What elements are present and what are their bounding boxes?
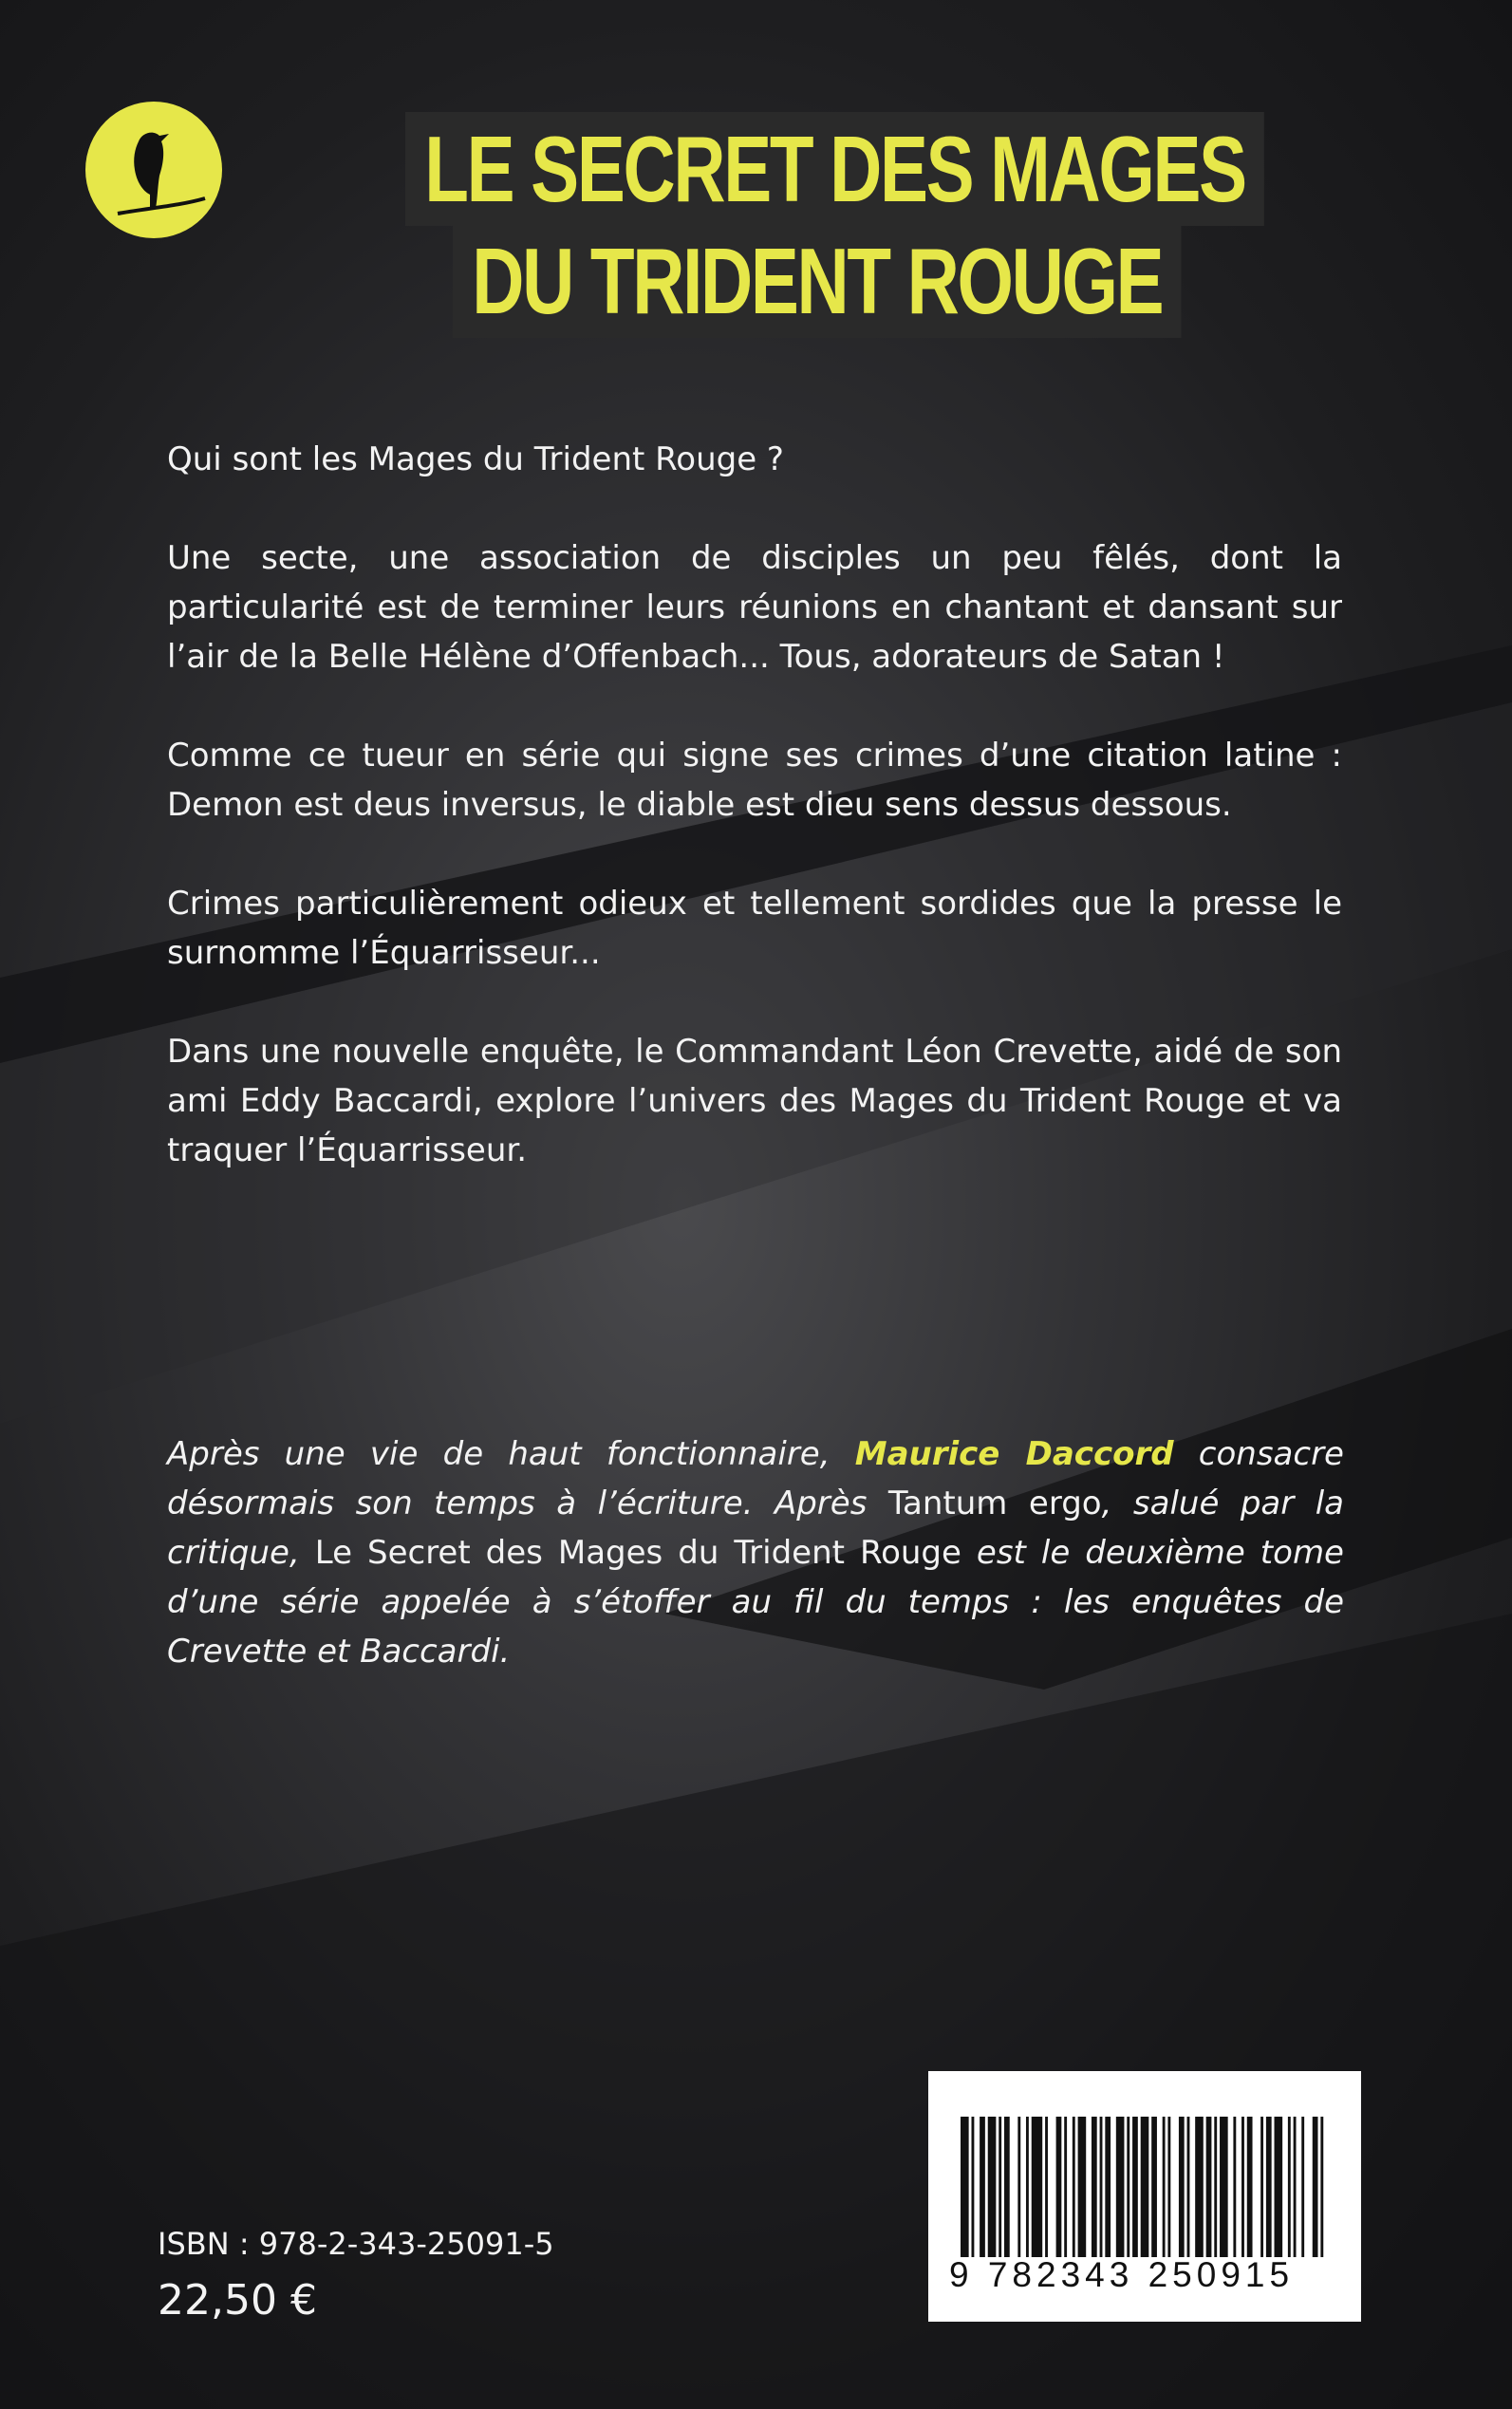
author-bio-text: est le deuxième tome d’une série appelée à s’étoffer au fil du temps : les enquêtes de Crevette et Baccardi. <box>167 1534 1344 1671</box>
barcode-bar <box>971 2117 974 2257</box>
barcode-bar <box>1195 2117 1204 2257</box>
barcode-bar <box>1141 2117 1149 2257</box>
title-line-2: DU TRIDENT ROUGE <box>453 224 1182 338</box>
barcode-bar <box>1163 2117 1166 2257</box>
barcode-bar <box>1301 2117 1304 2257</box>
barcode-bar <box>1233 2117 1236 2257</box>
barcode-bar <box>1032 2117 1042 2257</box>
barcode-bar <box>1288 2117 1291 2257</box>
barcode-bar <box>1214 2117 1217 2257</box>
barcode-bar <box>1187 2117 1190 2257</box>
barcode-bar <box>1294 2117 1297 2257</box>
barcode-bar <box>1004 2117 1010 2257</box>
summary-text <box>167 435 1342 1224</box>
barcode-bar <box>988 2117 997 2257</box>
crow-on-branch-moon-icon <box>84 100 224 240</box>
summary-paragraph: Qui sont les Mages du Trident Rouge ? <box>167 440 784 478</box>
author-bio <box>167 1429 1344 1676</box>
barcode-bar <box>1320 2117 1323 2257</box>
barcode-bar <box>1220 2117 1228 2257</box>
price: 22,50 € <box>158 2276 317 2325</box>
barcode-bar <box>1127 2117 1129 2257</box>
barcode-bars <box>961 2117 1329 2274</box>
summary-paragraph: Une secte, une association de disciples un peu fêlés, dont la particularité est de terminer leurs réunions en chantant et dansant sur l’air de la Belle Hélène d’Offenbach... Tous, adorateurs de Satan ! <box>167 539 1342 676</box>
barcode-bar <box>1167 2117 1170 2257</box>
barcode-bar <box>1116 2117 1125 2257</box>
barcode-bar <box>961 2117 969 2257</box>
work-title: Tantum ergo <box>887 1485 1102 1522</box>
barcode-bar <box>1275 2117 1283 2257</box>
summary-paragraph: Crimes particulièrement odieux et tellement sordides que la presse le surnomme l’Équarrisseur... <box>167 885 1342 972</box>
author-name: Maurice Daccord <box>854 1435 1174 1473</box>
barcode-bar <box>1266 2117 1272 2257</box>
barcode <box>928 2071 1361 2322</box>
barcode-bar <box>999 2117 1001 2257</box>
author-bio-text: consacre désormais son temps à l’écriture. Après <box>167 1435 1344 1522</box>
author-bio-text: , salué par la critique, <box>167 1485 1345 1572</box>
barcode-bar <box>1132 2117 1138 2257</box>
work-title: Le Secret des Mages du Trident Rouge <box>314 1534 961 1572</box>
barcode-bar <box>1151 2117 1157 2257</box>
summary-paragraph: Comme ce tueur en série qui signe ses crimes d’une citation latine : Demon est deus inversus, le diable est dieu sens dessus dessous. <box>167 737 1342 824</box>
barcode-bar <box>1092 2117 1097 2257</box>
barcode-bar <box>1260 2117 1263 2257</box>
barcode-bar <box>1247 2117 1253 2257</box>
barcode-bar <box>980 2117 985 2257</box>
barcode-bar <box>1105 2117 1111 2257</box>
barcode-bar <box>1206 2117 1212 2257</box>
summary-paragraph: Dans une nouvelle enquête, le Commandant Léon Crevette, aidé de son ami Eddy Baccardi, explore l’univers des Mages du Trident Rouge et va traquer l’Équarrisseur. <box>167 1033 1342 1169</box>
barcode-bar <box>1313 2117 1318 2257</box>
title-line-1: LE SECRET DES MAGES <box>405 112 1264 226</box>
barcode-bar <box>1179 2117 1185 2257</box>
barcode-bar <box>1073 2117 1075 2257</box>
barcode-bar <box>1064 2117 1067 2257</box>
barcode-digits: 9 782343 250915 <box>949 2255 1295 2294</box>
author-bio-text: Après une vie de haut fonctionnaire, <box>167 1435 855 1473</box>
barcode-bar <box>1100 2117 1103 2257</box>
isbn: ISBN : 978-2-343-25091-5 <box>158 2226 554 2262</box>
barcode-bar <box>1056 2117 1062 2257</box>
barcode-bar <box>1241 2117 1244 2257</box>
barcode-bar <box>1045 2117 1048 2257</box>
barcode-bar <box>1026 2117 1029 2257</box>
barcode-bar <box>1078 2117 1087 2257</box>
barcode-bar <box>1017 2117 1020 2257</box>
